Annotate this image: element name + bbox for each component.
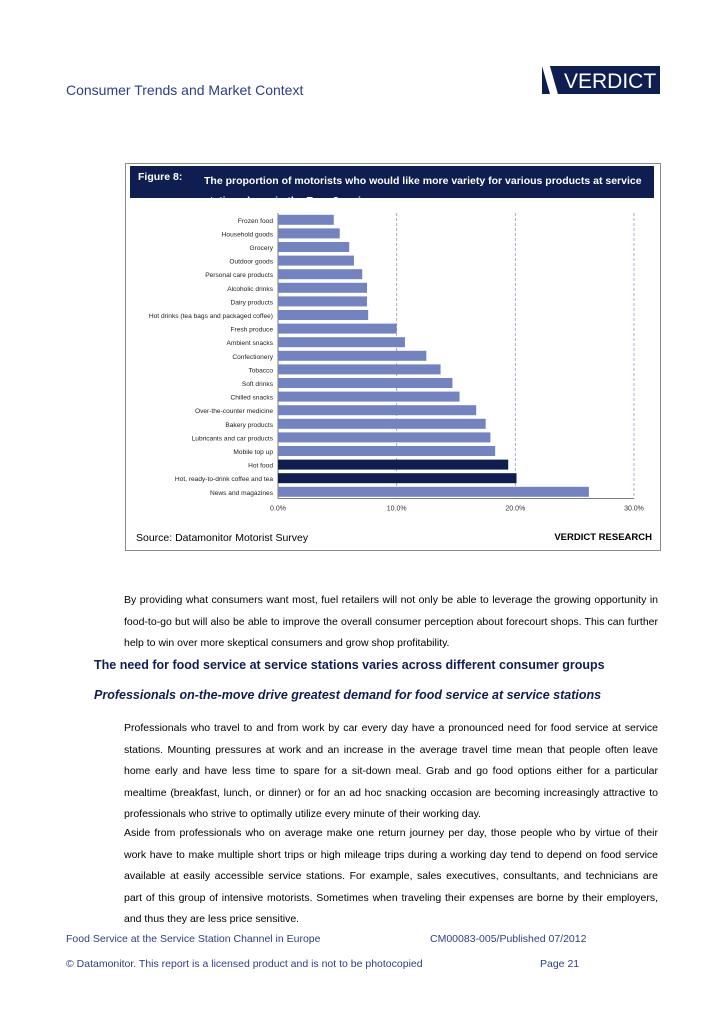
category-label: Dairy products [230, 299, 273, 307]
figure-label: Figure 8: [138, 171, 183, 183]
bar [278, 392, 460, 402]
category-label: Outdoor goods [229, 258, 273, 266]
verdict-logo [542, 66, 660, 94]
paragraph-professionals: Professionals who travel to and from work by car every day have a pronounced need for food service at service stations. Mounting pressures at work and an increase in the average travel time mean that people often leave home early and have less time to spare for a sit-down meal. Grab and go food options either for a particular mealtime (breakfast, lunch, or dinner) or for an ad hoc snacking occasion are becoming increasingly attractive to professionals who strive to optimally utilize every minute of their working day. [124, 722, 658, 821]
category-label: Confectionery [232, 353, 273, 361]
x-tick-label: 30.0% [624, 505, 644, 513]
category-label: Alcoholic drinks [227, 285, 273, 293]
bar [278, 283, 367, 293]
logo-text: VERDICT [564, 70, 657, 93]
bar [278, 269, 362, 279]
category-label: Personal care products [205, 272, 273, 280]
bar [278, 256, 354, 266]
category-label: Grocery [249, 245, 273, 252]
bar [278, 324, 397, 334]
category-label: Hot drinks (tea bags and packaged coffee) [148, 313, 273, 320]
x-tick-label: 20.0% [505, 505, 526, 513]
figure-caption: The proportion of motorists who would like more variety for various products at service station shops in the Euro 8 region [204, 175, 642, 207]
bar-chart [126, 200, 658, 520]
bar [278, 351, 426, 361]
footer-copyright: © Datamonitor. This report is a licensed product and is not to be photocopied [66, 958, 423, 970]
bar [278, 460, 508, 470]
bar [278, 487, 589, 497]
bar [278, 228, 340, 238]
footer-page-number: Page 21 [540, 958, 580, 970]
bar [278, 296, 367, 306]
x-tick-label: 0.0% [270, 505, 286, 513]
bar [278, 446, 495, 456]
bar [278, 405, 476, 415]
category-label: Tobacco [248, 367, 273, 375]
bar [278, 242, 349, 252]
bar [278, 432, 490, 442]
paragraph-intro: By providing what consumers want most, fuel retailers will not only be able to leverage the growing opportunity in food-to-go but will also be able to improve the overall consumer perception about forecourt shops. This can further help to win over more skeptical consumers and grow shop profitability. [124, 594, 658, 650]
bar [278, 310, 368, 320]
heading-consumer-groups: The need for food service at service stations varies across different consumer groups [94, 658, 605, 672]
category-label: Hot food [248, 462, 273, 470]
footer-report-title: Food Service at the Service Station Channel in Europe [66, 933, 321, 945]
bar [278, 378, 452, 388]
category-label: Bakery products [225, 421, 273, 429]
bar [278, 215, 334, 225]
section-title: Consumer Trends and Market Context [66, 82, 304, 98]
heading-professionals: Professionals on-the-move drive greatest demand for food service at service stations [94, 688, 602, 702]
category-label: Soft drinks [241, 381, 273, 388]
x-tick-label: 10.0% [386, 505, 407, 513]
bar [278, 419, 486, 429]
category-label: Household goods [221, 231, 273, 239]
figure-header [130, 166, 654, 207]
category-label: News and magazines [209, 489, 273, 497]
category-label: Over-the-counter medicine [194, 408, 273, 416]
category-label: Mobile top up [233, 449, 273, 456]
figure-brand: VERDICT RESEARCH [554, 532, 652, 543]
paragraph-intensive-motorists: Aside from professionals who on average make one return journey per day, those people who by virtue of their work have to make multiple short trips or high mileage trips during a working day tend to depend on food service available at easily accessible service stations. For example, sales executives, consultants, and technicians are part of this group of intensive motorists. Sometimes when traveling their expenses are borne by their employers, and thus they are less price sensitive. [124, 827, 658, 926]
bar [278, 364, 441, 374]
bar [278, 473, 517, 483]
category-label: Hot, ready-to-drink coffee and tea [174, 476, 273, 484]
category-label: Ambient snacks [226, 340, 273, 348]
category-label: Frozen food [237, 217, 273, 225]
footer-reference: CM00083-005/Published 07/2012 [430, 933, 587, 945]
bar [278, 337, 405, 347]
category-label: Chilled snacks [230, 394, 273, 402]
category-label: Fresh produce [230, 326, 273, 334]
figure-source: Source: Datamonitor Motorist Survey [136, 532, 309, 544]
category-label: Lubricants and car products [191, 435, 273, 443]
